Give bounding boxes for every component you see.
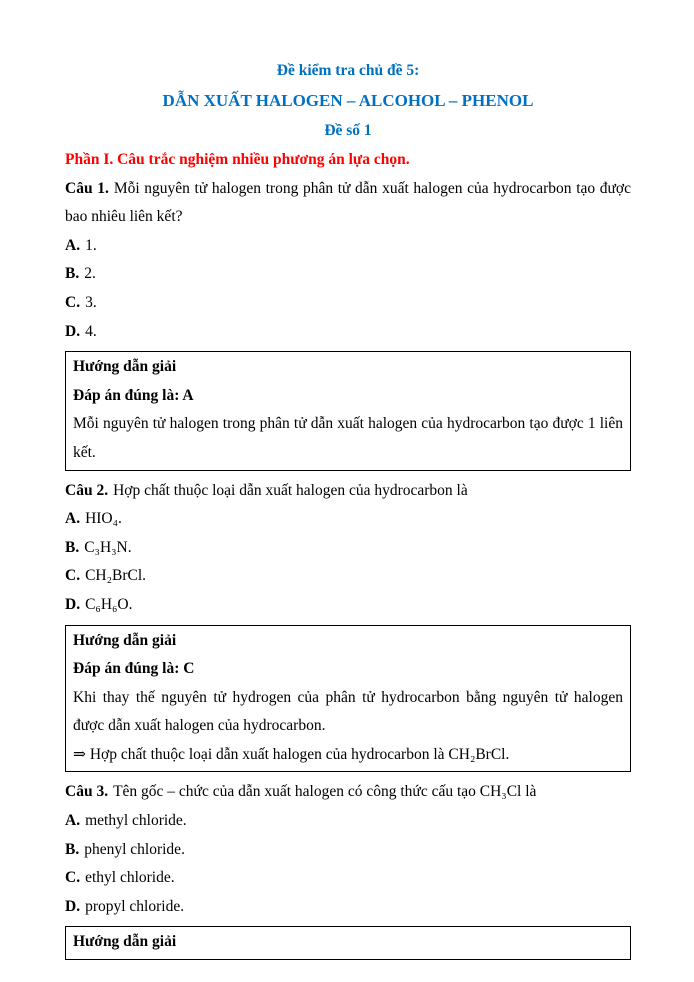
question-1-option-a	[65, 232, 631, 261]
solution-box-2	[65, 625, 631, 773]
question-block-1	[65, 175, 631, 471]
question-1-label: Câu 1.	[65, 179, 109, 197]
question-1-option-d	[65, 318, 631, 347]
option-d-label: D.	[65, 595, 81, 613]
question-1-option-c	[65, 289, 631, 318]
doc-title-line3: Đề số 1	[324, 122, 372, 139]
option-b-label: B.	[65, 265, 80, 283]
question-2-option-b	[65, 534, 631, 563]
option-d-text: 4.	[85, 322, 97, 340]
option-c-label: C.	[65, 869, 81, 887]
solution-1-answer: Đáp án đúng là: A	[73, 386, 194, 404]
option-b-text: C₃H₃N.	[84, 538, 132, 556]
question-block-3	[65, 778, 631, 960]
question-3-option-c	[65, 864, 631, 893]
question-3-label: Câu 3.	[65, 783, 109, 801]
option-d-text: C₆H₆O.	[85, 595, 133, 613]
question-3	[65, 778, 631, 807]
solution-1-heading: Hướng dẫn giải	[73, 358, 177, 376]
option-a-label: A.	[65, 510, 81, 528]
option-a-text: methyl chloride.	[85, 812, 187, 830]
question-1-text: Mỗi nguyên tử halogen trong phân tử dẫn xuất halogen của hydrocarbon tạo được bao nhiêu liên kết?	[65, 179, 631, 226]
doc-title-line1: Đề kiểm tra chủ đề 5:	[276, 62, 420, 79]
question-3-option-a	[65, 807, 631, 836]
question-2-text: Hợp chất thuộc loại dẫn xuất halogen của hydrocarbon là	[113, 481, 468, 499]
solution-2-heading: Hướng dẫn giải	[73, 631, 177, 649]
option-b-text: 2.	[84, 265, 96, 283]
option-c-text: 3.	[85, 293, 97, 311]
solution-2-line-1: Khi thay thế nguyên tử hydrogen của phân tử hydrocarbon bằng nguyên tử halogen được dẫn xuất halogen của hydrocarbon.	[73, 688, 623, 735]
question-2-option-d	[65, 591, 631, 620]
option-a-label: A.	[65, 236, 81, 254]
question-3-option-d	[65, 893, 631, 922]
solution-2-answer: Đáp án đúng là: C	[73, 660, 195, 678]
option-b-text: phenyl chloride.	[84, 840, 185, 858]
option-c-label: C.	[65, 293, 81, 311]
question-block-2	[65, 477, 631, 773]
question-2-option-c	[65, 562, 631, 591]
option-a-label: A.	[65, 812, 81, 830]
question-2	[65, 477, 631, 506]
question-3-text: Tên gốc – chức của dẫn xuất halogen có công thức cấu tạo CH₃Cl là	[113, 783, 537, 801]
solution-1-line-1: Mỗi nguyên tử halogen trong phân tử dẫn xuất halogen của hydrocarbon tạo được 1 liên kết.	[73, 415, 623, 461]
option-d-label: D.	[65, 897, 81, 915]
option-d-label: D.	[65, 322, 81, 340]
section-heading: Phần I. Câu trắc nghiệm nhiều phương án lựa chọn.	[65, 151, 410, 168]
option-a-text: 1.	[85, 236, 97, 254]
question-1-option-b	[65, 260, 631, 289]
option-c-label: C.	[65, 567, 81, 585]
option-b-label: B.	[65, 840, 80, 858]
option-c-text: CH₂BrCl.	[85, 567, 147, 585]
option-b-label: B.	[65, 538, 80, 556]
solution-box-3	[65, 926, 631, 960]
solution-3-heading: Hướng dẫn giải	[73, 933, 177, 951]
option-a-text: HIO₄.	[85, 510, 122, 528]
option-d-text: propyl chloride.	[85, 897, 185, 915]
option-c-text: ethyl chloride.	[85, 869, 175, 887]
question-2-option-a	[65, 505, 631, 534]
question-1	[65, 175, 631, 232]
question-3-option-b	[65, 836, 631, 865]
solution-2-line-2: ⇒ Hợp chất thuộc loại dẫn xuất halogen của hydrocarbon là CH₂BrCl.	[73, 745, 510, 763]
doc-title-line2: DẪN XUẤT HALOGEN – ALCOHOL – PHENOL	[162, 91, 534, 110]
solution-box-1	[65, 351, 631, 470]
question-2-label: Câu 2.	[65, 481, 109, 499]
